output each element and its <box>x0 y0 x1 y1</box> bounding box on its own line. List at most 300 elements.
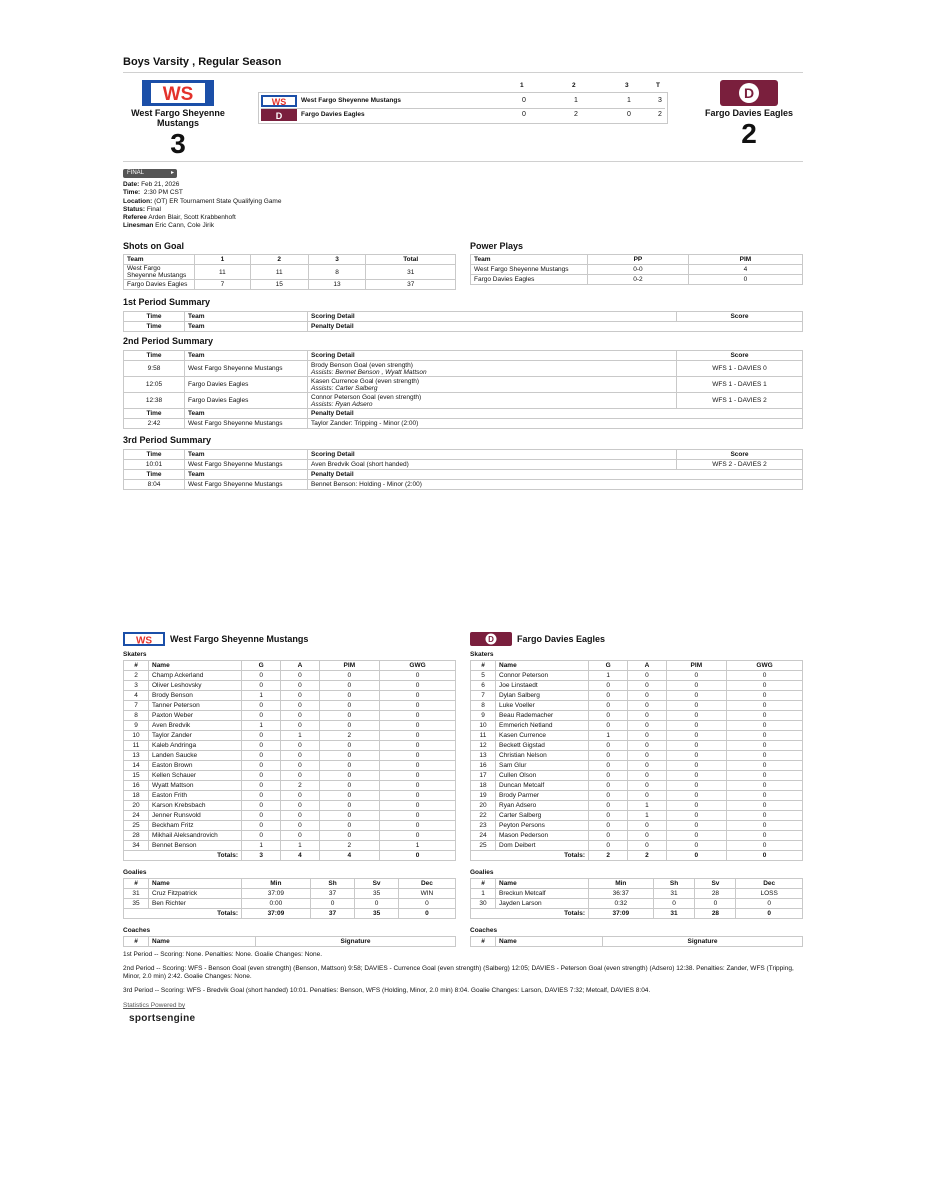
svg-text:WS: WS <box>162 84 194 105</box>
stat-value: 0 <box>589 741 628 751</box>
away-score: 2 <box>741 118 757 149</box>
player-number: 30 <box>471 899 496 909</box>
goal-row <box>124 377 803 393</box>
home-logo-box <box>123 632 165 646</box>
stat-value: 0 <box>628 831 666 841</box>
col-score: Score <box>677 450 803 460</box>
penalty-row <box>124 480 803 490</box>
stat-value: 0 <box>242 741 281 751</box>
table-row <box>471 771 803 781</box>
pp-value: 0-2 <box>588 275 689 285</box>
pim-value: 4 <box>688 265 802 275</box>
stat-value: 0 <box>310 899 355 909</box>
total-value: 31 <box>653 909 695 919</box>
shots-p2: 15 <box>250 280 308 290</box>
date-value: Feb 21, 2026 <box>141 181 180 188</box>
away-team-name: Fargo Davies Eagles <box>704 108 794 118</box>
stat-value: 0 <box>319 791 380 801</box>
stat-value: 0 <box>281 671 319 681</box>
stat-value: 0 <box>281 821 319 831</box>
shots-team: West Fargo Sheyenne Mustangs <box>124 265 195 280</box>
table-row <box>124 701 456 711</box>
period2-title: 2nd Period Summary <box>123 336 214 346</box>
stat-value: 28 <box>695 889 736 899</box>
player-name: Sam Glur <box>496 761 589 771</box>
stat-value: 0 <box>695 899 736 909</box>
stat-value: 0 <box>281 751 319 761</box>
player-number: 6 <box>471 681 496 691</box>
stat-value: 0 <box>319 821 380 831</box>
chevron-right-icon: ▸ <box>170 170 174 176</box>
stat-value: 0 <box>319 711 380 721</box>
player-number: 11 <box>124 741 149 751</box>
shots-header-total: Total <box>366 255 456 265</box>
pp-header-team: Team <box>471 255 588 265</box>
line-score <box>258 82 668 124</box>
goal-detail: Brody Benson Goal (even strength) <box>311 361 413 369</box>
powered-by-link[interactable]: Statistics Powered by <box>123 1002 186 1009</box>
col-time: Time <box>124 470 185 480</box>
stat-value: 0 <box>380 821 456 831</box>
table-row <box>124 899 456 909</box>
player-name: Breckun Metcalf <box>496 889 589 899</box>
page-title: Boys Varsity , Regular Season <box>123 56 282 68</box>
sportsengine-logo[interactable]: sportsengine <box>129 1013 196 1024</box>
player-name: Easton Frith <box>149 791 242 801</box>
stat-value: 0 <box>319 831 380 841</box>
line-score-home-name: West Fargo Sheyenne Mustangs <box>301 97 401 104</box>
table-row <box>471 681 803 691</box>
stat-value: 0 <box>589 841 628 851</box>
total-value: 0 <box>380 851 456 861</box>
stat-value: 0 <box>319 701 380 711</box>
player-name: Brody Parmer <box>496 791 589 801</box>
col-signature: Signature <box>256 937 456 947</box>
stat-value: 0 <box>666 751 727 761</box>
goal-assists: Assists: Bennet Benson , Wyatt Mattson <box>311 368 427 376</box>
stat-value: 0 <box>727 751 803 761</box>
period2-table <box>123 350 803 429</box>
stat-value: 0 <box>380 781 456 791</box>
away-logo-box <box>470 632 512 646</box>
stat-value: 0 <box>666 841 727 851</box>
col-score: Score <box>677 351 803 361</box>
table-row <box>124 821 456 831</box>
col-number: # <box>124 661 149 671</box>
home-logo-small <box>261 95 297 107</box>
shots-team: Fargo Davies Eagles <box>124 280 195 290</box>
stat-value: 1 <box>628 811 666 821</box>
col-team: Team <box>185 409 308 419</box>
col-signature: Signature <box>603 937 803 947</box>
stat-value: 0 <box>666 761 727 771</box>
table-row <box>471 831 803 841</box>
col-scoring: Scoring Detail <box>308 450 677 460</box>
divider <box>123 161 803 162</box>
stat-value: 0 <box>242 751 281 761</box>
col-name: Name <box>149 937 256 947</box>
player-number: 12 <box>471 741 496 751</box>
player-name: Taylor Zander <box>149 731 242 741</box>
home-p1: 0 <box>522 97 526 104</box>
col-scoring: Scoring Detail <box>308 351 677 361</box>
stat-value: WIN <box>398 889 455 899</box>
goal-team: Fargo Davies Eagles <box>185 377 308 393</box>
penalty-time: 8:04 <box>124 480 185 490</box>
stat-value: 0 <box>398 899 455 909</box>
power-plays-table <box>470 254 803 285</box>
table-row <box>124 781 456 791</box>
goal-row <box>124 460 803 470</box>
stat-value: 0 <box>727 681 803 691</box>
player-number: 1 <box>471 889 496 899</box>
stat-value: 0 <box>736 899 803 909</box>
stat-value: 0 <box>319 781 380 791</box>
stat-value: 0 <box>628 741 666 751</box>
table-row <box>471 811 803 821</box>
period1-table <box>123 311 803 332</box>
table-row <box>471 701 803 711</box>
player-name: Easton Brown <box>149 761 242 771</box>
stat-value: 0 <box>727 841 803 851</box>
player-name: Aven Bredvik <box>149 721 242 731</box>
stat-value: 0 <box>380 831 456 841</box>
away-p3: 0 <box>627 111 631 118</box>
player-number: 10 <box>471 721 496 731</box>
player-name: Tanner Peterson <box>149 701 242 711</box>
col-number: # <box>471 879 496 889</box>
player-number: 14 <box>124 761 149 771</box>
player-name: Kaleb Andringa <box>149 741 242 751</box>
col-time: Time <box>124 322 185 332</box>
col-number: # <box>471 937 496 947</box>
total-value: 3 <box>242 851 281 861</box>
period-2-header: 2 <box>572 82 576 89</box>
stat-value: 0 <box>727 701 803 711</box>
stat-value: 1 <box>242 691 281 701</box>
stat-value: 0 <box>589 811 628 821</box>
table-row <box>471 671 803 681</box>
svg-text:WS: WS <box>271 97 287 107</box>
col-sv: Sv <box>695 879 736 889</box>
player-name: Kasen Currence <box>496 731 589 741</box>
pp-value: 0-0 <box>588 265 689 275</box>
stat-value: 0 <box>727 721 803 731</box>
penalty-team: West Fargo Sheyenne Mustangs <box>185 419 308 429</box>
stat-value: 0 <box>589 751 628 761</box>
stat-value: 0 <box>628 841 666 851</box>
shots-p1: 11 <box>195 265 251 280</box>
stat-value: 0 <box>319 671 380 681</box>
stat-value: 0 <box>589 801 628 811</box>
table-row <box>471 691 803 701</box>
stat-value: 1 <box>281 841 319 851</box>
stat-value: 0 <box>319 801 380 811</box>
stat-value: 0 <box>281 741 319 751</box>
linesman-value: Eric Cann, Cole Jirik <box>155 222 215 230</box>
stat-value: 0 <box>242 821 281 831</box>
svg-text:D: D <box>275 111 283 121</box>
stat-value: 0 <box>281 691 319 701</box>
player-number: 24 <box>471 831 496 841</box>
stat-value: 0 <box>628 731 666 741</box>
stat-value: 0 <box>666 681 727 691</box>
stat-value: 0 <box>242 831 281 841</box>
player-number: 13 <box>124 751 149 761</box>
stat-value: 0 <box>666 771 727 781</box>
stat-value: 0 <box>727 761 803 771</box>
stat-value: 0 <box>380 721 456 731</box>
player-name: Christian Nelson <box>496 751 589 761</box>
game-info <box>123 181 281 231</box>
table-row <box>471 275 803 285</box>
goal-team: West Fargo Sheyenne Mustangs <box>185 460 308 470</box>
stat-value: 0 <box>380 771 456 781</box>
col-number: # <box>471 661 496 671</box>
shots-header-2: 2 <box>250 255 308 265</box>
home-box-title: West Fargo Sheyenne Mustangs <box>170 634 309 644</box>
table-row <box>471 265 803 275</box>
col-time: Time <box>124 312 185 322</box>
player-number: 28 <box>124 831 149 841</box>
stat-value: 0 <box>242 681 281 691</box>
stat-value: 0 <box>727 821 803 831</box>
stat-value: 1 <box>242 841 281 851</box>
home-score: 3 <box>170 128 186 159</box>
stat-value: 0 <box>628 791 666 801</box>
goal-row <box>124 393 803 409</box>
stat-value: 36:37 <box>589 889 654 899</box>
stat-value: 0 <box>666 711 727 721</box>
stat-value: 0 <box>589 791 628 801</box>
table-row <box>124 265 456 280</box>
stat-value: 0 <box>727 791 803 801</box>
player-name: Jayden Larson <box>496 899 589 909</box>
shots-header-team: Team <box>124 255 195 265</box>
player-name: Emmerich Netland <box>496 721 589 731</box>
col-name: Name <box>149 879 242 889</box>
col-team: Team <box>185 322 308 332</box>
stat-value: 0 <box>281 801 319 811</box>
stat-value: 37:09 <box>242 889 311 899</box>
home-total: 3 <box>658 97 662 104</box>
player-number: 9 <box>124 721 149 731</box>
player-name: Wyatt Mattson <box>149 781 242 791</box>
total-value: 0 <box>736 909 803 919</box>
goal-row <box>124 361 803 377</box>
table-row <box>124 681 456 691</box>
stat-value: 0 <box>281 701 319 711</box>
time-label: Time: <box>123 189 141 197</box>
goal-detail: Kasen Currence Goal (even strength) <box>311 377 420 385</box>
player-name: Paxton Weber <box>149 711 242 721</box>
goal-time: 9:58 <box>124 361 185 377</box>
player-number: 11 <box>471 731 496 741</box>
col-sh: Sh <box>310 879 355 889</box>
stat-value: 0 <box>242 801 281 811</box>
table-row <box>471 741 803 751</box>
col-number: # <box>124 879 149 889</box>
stat-value: 0 <box>380 791 456 801</box>
shots-p2: 11 <box>250 265 308 280</box>
shots-table <box>123 254 456 290</box>
stat-value: 0 <box>628 751 666 761</box>
coaches-label: Coaches <box>470 927 498 934</box>
col-dec: Dec <box>736 879 803 889</box>
stat-value: 0 <box>242 711 281 721</box>
player-number: 5 <box>471 671 496 681</box>
stat-value: 0 <box>727 711 803 721</box>
stat-value: 2 <box>319 841 380 851</box>
player-number: 2 <box>124 671 149 681</box>
table-row <box>471 721 803 731</box>
stat-value: 0:00 <box>242 899 311 909</box>
player-name: Kellen Schauer <box>149 771 242 781</box>
col-number: # <box>124 937 149 947</box>
stat-value: 0 <box>319 811 380 821</box>
away-logo-small <box>261 109 297 121</box>
stat-value: 0 <box>281 771 319 781</box>
power-plays-title: Power Plays <box>470 241 524 251</box>
table-row <box>124 741 456 751</box>
player-number: 3 <box>124 681 149 691</box>
table-row <box>124 731 456 741</box>
away-team-block <box>695 80 803 150</box>
stat-value: 0 <box>319 691 380 701</box>
col-name: Name <box>149 661 242 671</box>
total-value: 2 <box>589 851 628 861</box>
col-dec: Dec <box>398 879 455 889</box>
table-row <box>124 791 456 801</box>
stat-value: 0 <box>589 701 628 711</box>
col-time: Time <box>124 351 185 361</box>
stat-value: 0 <box>628 771 666 781</box>
table-row <box>124 761 456 771</box>
player-number: 9 <box>471 711 496 721</box>
stat-value: 1 <box>589 671 628 681</box>
stat-value: 0 <box>628 721 666 731</box>
coaches-label: Coaches <box>123 927 151 934</box>
svg-text:D: D <box>743 85 755 101</box>
col-scoring: Scoring Detail <box>308 312 677 322</box>
table-row <box>471 889 803 899</box>
stat-value: 0 <box>727 831 803 841</box>
stat-value: 0 <box>242 731 281 741</box>
stat-value: 0 <box>628 781 666 791</box>
penalty-detail: Taylor Zander: Tripping - Minor (2:00) <box>308 419 803 429</box>
stat-value: 0 <box>380 751 456 761</box>
total-value: 0 <box>666 851 727 861</box>
pp-header-pim: PIM <box>688 255 802 265</box>
goal-score: WFS 2 - DAVIES 2 <box>677 460 803 470</box>
stat-value: 0 <box>666 801 727 811</box>
note-period-3: 3rd Period -- Scoring: WFS - Bredvik Goal (short handed) 10:01. Penalties: Benson, WFS (Holding, Minor, 2.0 min) 8:04. Goalie Changes: Larson, DAVIES 7:32; Metcalf, DAVIES 8:04. <box>123 987 651 994</box>
stat-value: 0 <box>242 791 281 801</box>
away-box <box>470 632 803 947</box>
home-box <box>123 632 456 947</box>
col-team: Team <box>185 470 308 480</box>
stat-value: 1 <box>281 731 319 741</box>
player-number: 25 <box>471 841 496 851</box>
goal-time: 10:01 <box>124 460 185 470</box>
referee-label: Referee <box>123 214 147 222</box>
col-sv: Sv <box>355 879 399 889</box>
goal-team: Fargo Davies Eagles <box>185 393 308 409</box>
player-number: 23 <box>471 821 496 831</box>
pim-value: 0 <box>688 275 802 285</box>
skaters-label: Skaters <box>123 651 147 658</box>
line-score-away-name: Fargo Davies Eagles <box>301 111 365 118</box>
player-number: 4 <box>124 691 149 701</box>
stat-value: 1 <box>242 721 281 731</box>
stat-value: 0 <box>727 771 803 781</box>
col-g: G <box>242 661 281 671</box>
stat-value: 0 <box>589 781 628 791</box>
col-penalty: Penalty Detail <box>308 409 803 419</box>
stat-value: 0 <box>666 721 727 731</box>
col-min: Min <box>242 879 311 889</box>
shots-total: 37 <box>366 280 456 290</box>
home-team-block <box>123 80 233 160</box>
stat-value: 0 <box>727 731 803 741</box>
stat-value: 0 <box>628 821 666 831</box>
stat-value: 0 <box>281 711 319 721</box>
col-a: A <box>628 661 666 671</box>
period-notes <box>123 951 803 995</box>
location-label: Location: <box>123 197 153 205</box>
stat-value: 2 <box>281 781 319 791</box>
total-value: 37:09 <box>242 909 311 919</box>
table-row <box>471 821 803 831</box>
stat-value: 0 <box>666 671 727 681</box>
penalty-team: West Fargo Sheyenne Mustangs <box>185 480 308 490</box>
shots-header-1: 1 <box>195 255 251 265</box>
player-name: Beau Rademacher <box>496 711 589 721</box>
col-sh: Sh <box>653 879 695 889</box>
player-name: Beckham Fritz <box>149 821 242 831</box>
divider <box>123 72 803 73</box>
player-name: Bennet Benson <box>149 841 242 851</box>
penalty-detail: Bennet Benson: Holding - Minor (2:00) <box>308 480 803 490</box>
stat-value: 0 <box>727 781 803 791</box>
stat-value: LOSS <box>736 889 803 899</box>
stat-value: 0 <box>319 771 380 781</box>
stat-value: 0 <box>281 811 319 821</box>
goal-team: West Fargo Sheyenne Mustangs <box>185 361 308 377</box>
total-value: 28 <box>695 909 736 919</box>
total-value: 4 <box>319 851 380 861</box>
player-name: Dom Deibert <box>496 841 589 851</box>
total-value: 37 <box>310 909 355 919</box>
shots-total: 31 <box>366 265 456 280</box>
penalty-time: 2:42 <box>124 419 185 429</box>
home-goalies-table <box>123 878 456 919</box>
player-name: Ryan Adsero <box>496 801 589 811</box>
away-box-title: Fargo Davies Eagles <box>517 634 606 644</box>
table-row <box>471 899 803 909</box>
stat-value: 0 <box>666 701 727 711</box>
total-value: 35 <box>355 909 399 919</box>
stat-value: 0 <box>727 741 803 751</box>
table-row <box>124 751 456 761</box>
col-penalty: Penalty Detail <box>308 322 803 332</box>
stat-value: 0 <box>319 761 380 771</box>
stat-value: 0 <box>380 671 456 681</box>
totals-row <box>471 909 803 919</box>
player-name: Duncan Metcalf <box>496 781 589 791</box>
table-row <box>471 751 803 761</box>
stat-value: 0 <box>727 811 803 821</box>
